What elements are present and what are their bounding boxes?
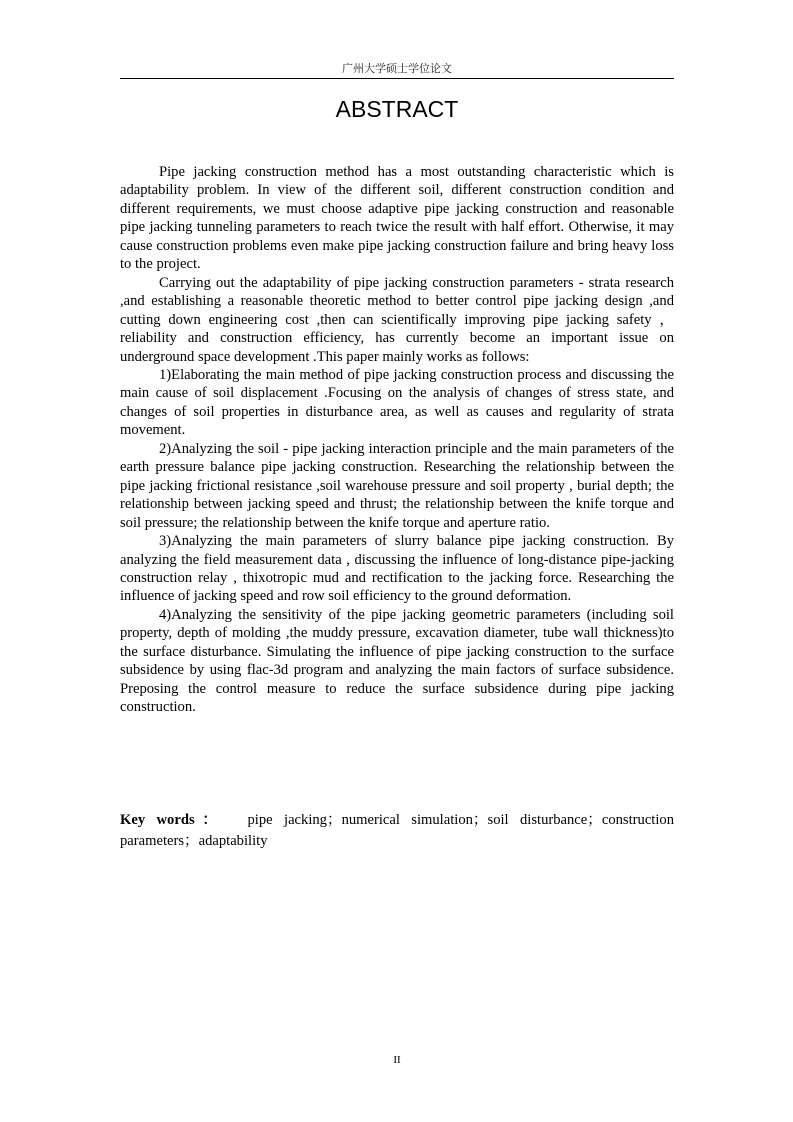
abstract-body: [120, 163, 674, 717]
page-number: II: [393, 1054, 401, 1066]
abstract-paragraph-6: 4)Analyzing the sensitivity of the pipe jacking geometric parameters (including soil property, depth of molding ,the muddy pressure, excavation diameter, tube wall thickness)to the surface disturbance. Simulating the influence of pipe jacking construction to the surface subsidence by using flac-3d program and analyzing the main factors of surface subsidence. Preposing the control measure to reduce the surface subsidence during pipe jacking construction.: [120, 606, 674, 716]
keywords-text: pipe jacking；numerical simulation；soil disturbance；construction parameters；adaptability: [120, 812, 674, 849]
abstract-title: ABSTRACT: [335, 96, 459, 122]
keywords-label: Key words：: [120, 812, 225, 828]
keywords: [120, 810, 674, 852]
header-rule: [120, 78, 674, 79]
abstract-paragraph-5: 3)Analyzing the main parameters of slurry balance pipe jacking construction. By analyzing the field measurement data , discussing the influence of long-distance pipe-jacking construction relay , thixotropic mud and rectification to the jacking force. Researching the influence of jacking speed and row soil efficiency to the ground deformation.: [120, 533, 674, 605]
abstract-paragraph-1: Pipe jacking construction method has a most outstanding characteristic which is adaptability problem. In view of the different soil, different construction condition and different requirements, we must choose adaptive pipe jacking construction and reasonable pipe jacking tunneling parameters to reach twice the result with half effort. Otherwise, it may cause construction problems even make pipe jacking construction failure and bring heavy loss to the project.: [120, 164, 674, 273]
abstract-paragraph-4: 2)Analyzing the soil - pipe jacking interaction principle and the main parameters of the earth pressure balance pipe jacking construction. Researching the relationship between the pipe jacking frictional resistance ,soil warehouse pressure and soil property , burial depth; the relationship between jacking speed and thrust; the relationship between the knife torque and soil pressure; the relationship between the knife torque and aperture ratio.: [120, 440, 674, 531]
running-header: 广州大学硕士学位论文: [342, 62, 452, 75]
abstract-paragraph-2: Carrying out the adaptability of pipe jacking construction parameters - strata research ,and establishing a reasonable theoretic method to better control pipe jacking design ,and cutting down engineering cost ,then can scientifically improving pipe jacking safety ， reliability and construction efficiency, has currently become an important issue on underground space development .This paper mainly works as follows:: [120, 274, 674, 365]
abstract-paragraph-3: 1)Elaborating the main method of pipe jacking construction process and discussing the main cause of soil displacement .Focusing on the analysis of changes of stress state, and changes of soil properties in disturbance area, as well as causes and regularity of strata movement.: [120, 366, 674, 439]
